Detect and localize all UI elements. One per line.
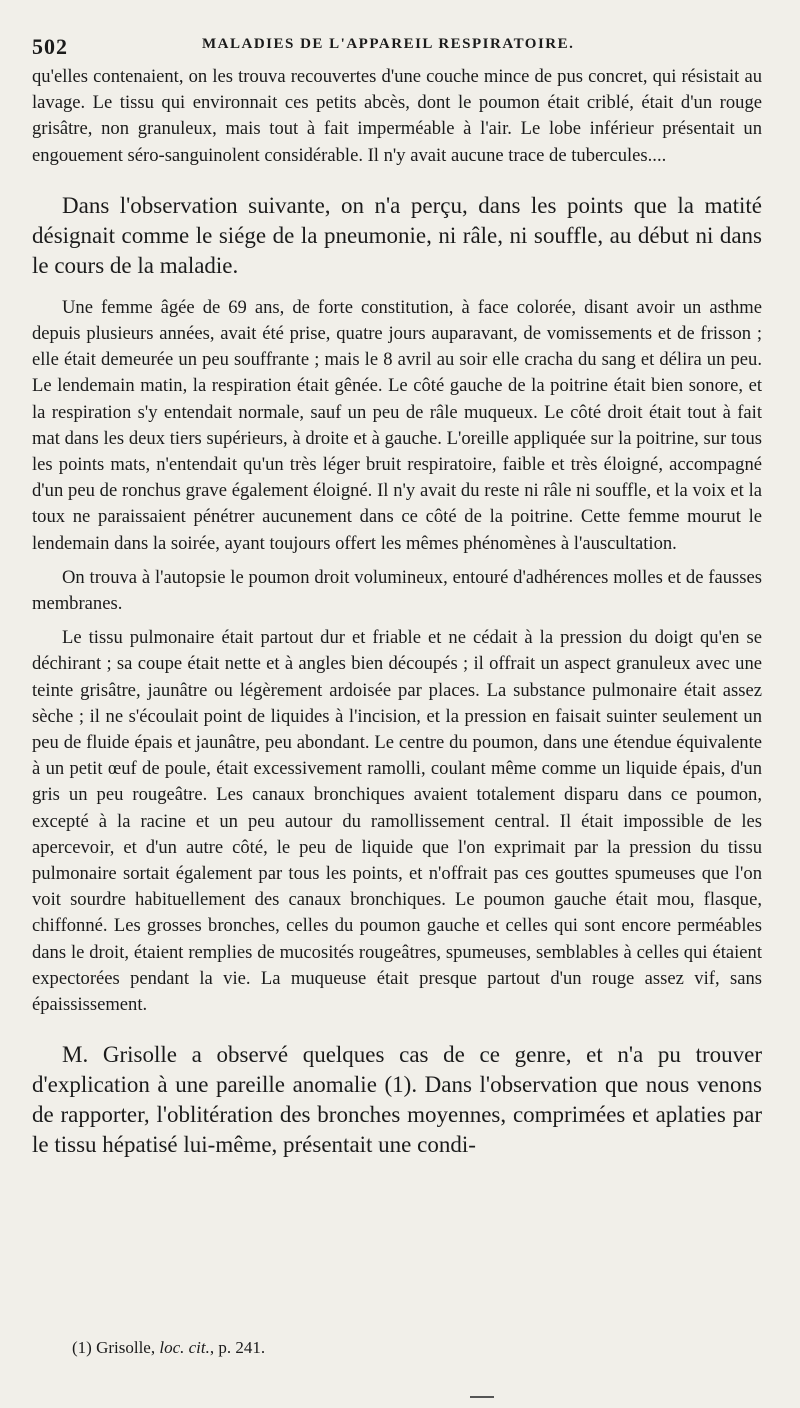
footnote xyxy=(72,1338,265,1358)
paragraph-observation-intro: Dans l'observation suivante, on n'a perçu, dans les points que la matité désignait comme le siége de la pneumonie, ni râle, ni souffle, au début ni dans le cours de la maladie. xyxy=(32,192,762,278)
footnote-page: , p. 241. xyxy=(209,1338,266,1357)
bottom-ornament xyxy=(470,1396,494,1398)
paragraph-grisolle: M. Grisolle a observé quelques cas de ce genre, et n'a pu trouver d'explication à une pareille anomalie (1). Dans l'observation que nous venons de rapporter, l'oblitération des bronches moyennes, comprimées et aplaties par le tissu hépatisé lui-même, présentait une condi- xyxy=(32,1042,762,1158)
running-head: MALADIES DE L'APPAREIL RESPIRATOIRE. xyxy=(202,36,575,52)
footnote-marker: (1) Grisolle, xyxy=(72,1338,156,1357)
paragraph-autopsy: On trouva à l'autopsie le poumon droit volumineux, entouré d'adhérences molles et de fausses membranes. xyxy=(32,566,762,615)
page-number: 502 xyxy=(32,34,68,59)
paragraph-case-report: Une femme âgée de 69 ans, de forte constitution, à face colorée, disant avoir un asthme depuis plusieurs années, avait été prise, quatre jours auparavant, de vomissements et de frisson ; elle était demeurée un peu souffrante ; mais le 8 avril au soir elle cracha du sang et délira un peu. Le lendemain matin, la respiration était gênée. Le côté gauche de la poitrine était bien sonore, et la respiration s'y entendait normale, sauf un peu de râle muqueux. Le côté droit était tout à fait mat dans les deux tiers supérieurs, à droite et à gauche. L'oreille appliquée sur la poitrine, sur tous les points mats, n'entendait qu'un très léger bruit respiratoire, faible et très éloigné, accompagné d'un peu de ronchus grave également éloigné. Il n'y avait du reste ni râle ni souffle, et la voix et la toux ne paraissaient pénétrer aucunement dans ce côté de la poitrine. Cette femme mourut le lendemain dans la soirée, ayant toujours offert les mêmes phénomènes à l'auscultation. xyxy=(32,296,762,554)
paragraph-lung-tissue: Le tissu pulmonaire était partout dur et friable et ne cédait à la pression du doigt qu'en se déchirant ; sa coupe était nette et à angles bien découpés ; il offrait un aspect granuleux avec une teinte grisâtre, jaunâtre ou légèrement ardoisée par places. La substance pulmonaire était assez sèche ; il ne s'écoulait point de liquides à l'incision, et la pression en faisait suinter seulement un peu de fluide épais et jaunâtre, peu abondant. Le centre du poumon, dans une étendue équivalente à un petit œuf de poule, était excessivement ramolli, coulant même comme un liquide épais, d'un gris un peu rougeâtre. Les canaux bronchiques avaient totalement disparu dans ce poumon, excepté à la racine et un peu autour du ramollissement central. Il était impossible de les apercevoir, et d'un autre côté, le peu de liquide que l'on exprimait par la pression du tissu pulmonaire sortait également par tous les points, et n'offrait pas ces gouttes spumeuses que l'on voit sourdre habituellement des canaux bronchiques. Le poumon gauche était mou, flasque, chiffonné. Les grosses bronches, celles du poumon gauche et celles qui sont encore perméables dans le droit, étaient remplies de mucosités rougeâtres, spumeuses, semblables à celles qui étaient expectorées pendant la vie. La muqueuse était presque partout d'un rouge assez vif, sans épaississement. xyxy=(32,627,762,1016)
paragraph-continuation: qu'elles contenaient, on les trouva recouvertes d'une couche mince de pus concret, qui résistait au lavage. Le tissu qui environnait ces petits abcès, dont le poumon était criblé, était d'un rouge grisâtre, non granuleux, mais tout à fait imperméable à l'air. Le lobe inférieur présentait un engouement séro-sanguinolent considérable. Il n'y avait aucune trace de tubercules.... xyxy=(32,66,762,166)
footnote-citation: loc. cit. xyxy=(159,1338,210,1357)
page-header xyxy=(32,28,762,64)
